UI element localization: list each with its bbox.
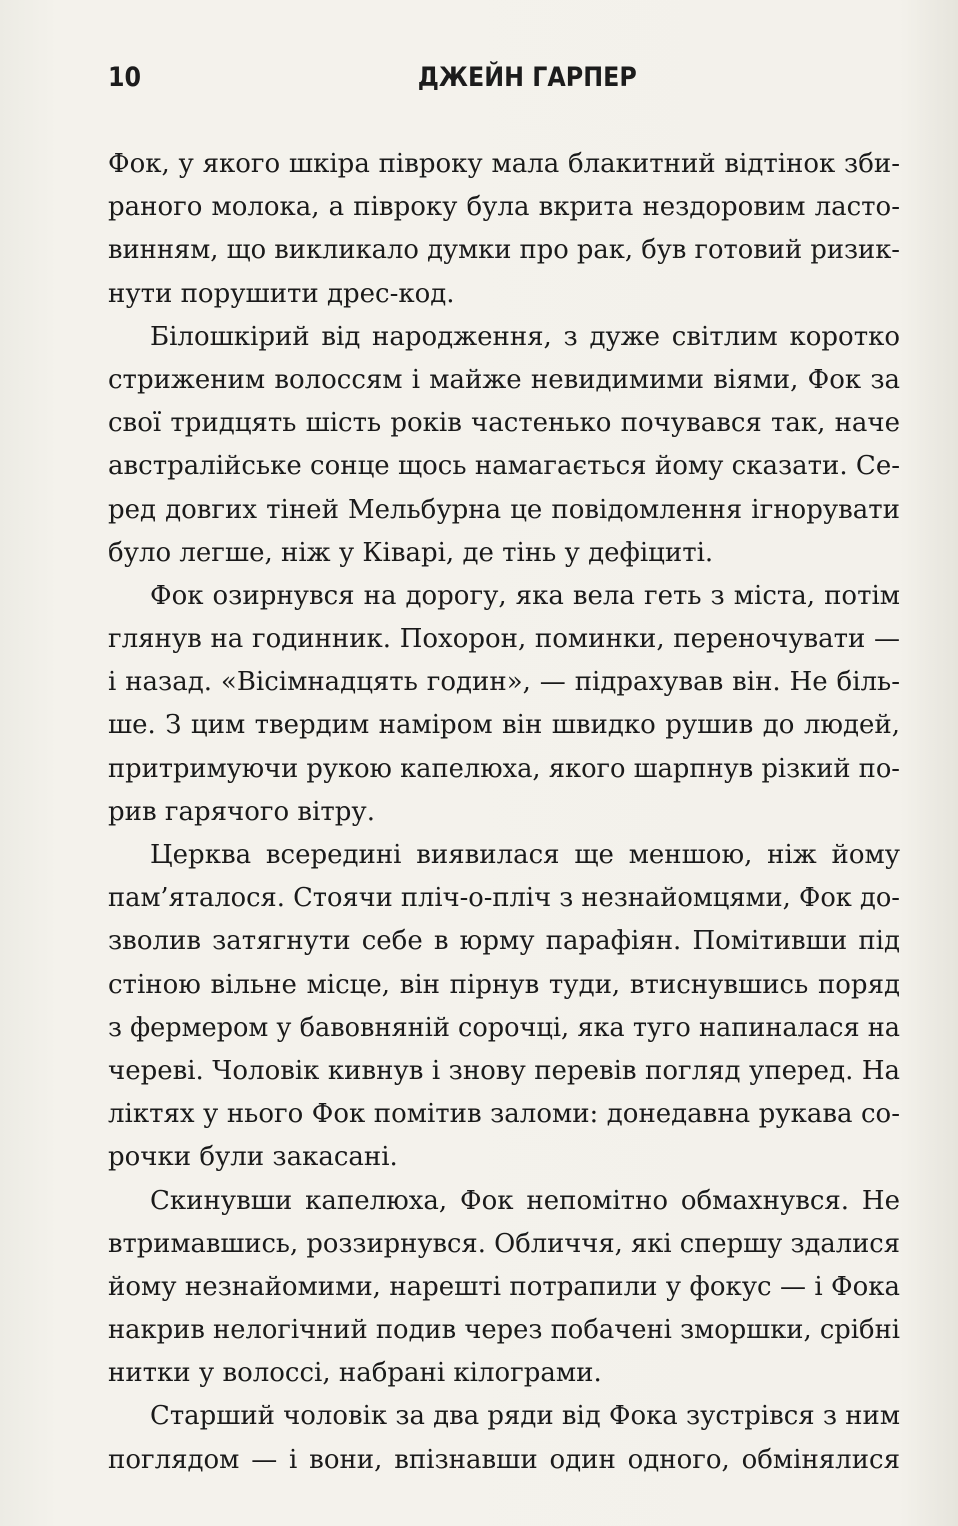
text-line: пам’яталося. Стоячи пліч-о-пліч з незнайомцями, Фок до- [108,883,900,914]
text-line: глянув на годинник. Похорон, поминки, переночувати — [108,624,900,655]
paragraph-6 [108,1395,900,1481]
text-line: рив гарячого вітру. [108,796,375,827]
text-line: було легше, ніж у Ківарі, де тінь у дефіциті. [108,537,714,568]
text-line: зволив затягнути себе в юрму парафіян. Помітивши під [108,926,900,957]
text-line: Фок озирнувся на дорогу, яка вела геть з міста, потім [150,580,900,611]
running-head-author: ДЖЕЙН ГАРПЕР [417,62,637,93]
text-line: втримавшись, роззирнувся. Обличчя, які спершу здалися [108,1228,900,1259]
paragraph-3 [108,575,900,834]
text-line: череві. Чоловік кивнув і знову перевів погляд уперед. На [108,1055,900,1086]
text-line: стриженим волоссям і майже невидимими віями, Фок за [108,364,900,395]
text-line: ліктях у нього Фок помітив заломи: донедавна рукава со- [108,1099,900,1130]
paragraph-4 [108,834,900,1180]
text-line: ред довгих тіней Мельбурна це повідомлення ігнорувати [108,494,900,525]
page-number: 10 [108,62,142,93]
text-line: раного молока, а півроку була вкрита нездоровим ласто- [108,192,900,223]
text-line: Церква всередині виявилася ще меншою, ніж йому [150,840,900,870]
text-line: Скинувши капелюха, Фок непомітно обмахнувся. Не [150,1185,900,1216]
running-head [108,62,805,102]
text-line: ше. З цим твердим наміром він швидко рушив до людей, [108,710,900,741]
text-line: Білошкірий від народження, з дуже світлим коротко [150,321,900,352]
body-text [108,143,900,1482]
text-line: йому незнайомими, нарешті потрапили у фокус — і Фока [108,1271,900,1302]
text-line: з фермером у бавовняній сорочці, яка туго напиналася на [108,1012,900,1043]
text-line: Старший чоловік за два ряди від Фока зустрівся з ним [150,1401,900,1432]
text-line: нитки у волоссі, набрані кілограми. [108,1358,602,1389]
paragraph-2 [108,316,900,575]
text-line: накрив нелогічний подив через побачені зморшки, срібні [108,1315,900,1346]
text-line: австралійське сонце щось намагається йому сказати. Се- [108,451,900,482]
text-line: поглядом — і вони, впізнавши один одного, обмінялися [108,1444,900,1475]
text-line: притримуючи рукою капелюха, якого шарпнув різкий по- [108,753,900,784]
text-line: винням, що викликало думки про рак, був готовий ризик- [108,235,900,266]
text-line: нути порушити дрес-код. [108,278,455,309]
text-line: Фок, у якого шкіра півроку мала блакитний відтінок зби- [108,149,900,179]
paragraph-1 [108,143,900,316]
paragraph-5 [108,1180,900,1396]
text-line: і назад. «Вісімнадцять годин», — підрахував він. Не біль- [108,667,900,698]
text-line: свої тридцять шість років частенько почувався так, наче [108,408,900,439]
text-line: рочки були закасані. [108,1142,398,1173]
text-line: стіною вільне місце, він пірнув туди, втиснувшись поряд [108,969,900,1000]
